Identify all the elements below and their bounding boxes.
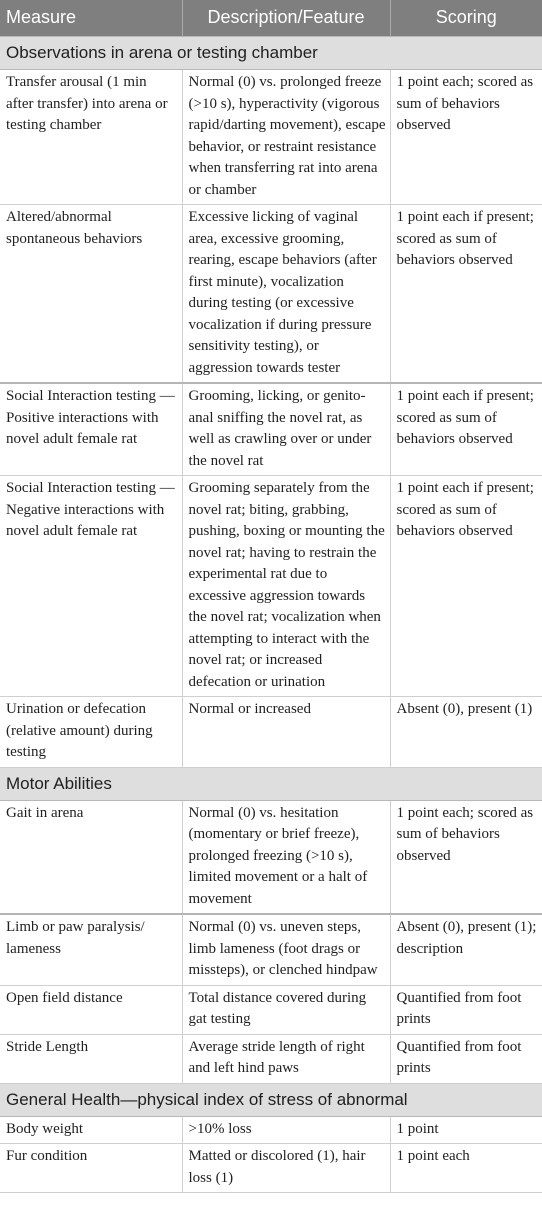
table-row xyxy=(0,383,542,476)
description-cell: Average stride length of right and left hind paws xyxy=(182,1034,390,1083)
table-row xyxy=(0,70,542,205)
measure-cell: Stride Length xyxy=(0,1034,182,1083)
measure-cell: Transfer arousal (1 min after transfer) into arena or testing chamber xyxy=(0,70,182,205)
description-cell: Excessive licking of vaginal area, excessive grooming, rearing, escape behaviors (after first minute), vocalization during testing (or excessive vocalization if during pressure sensitivity testing), or aggression towards tester xyxy=(182,205,390,384)
header-row xyxy=(0,0,542,37)
description-cell: Normal (0) vs. uneven steps, limb lameness (foot drags or missteps), or clenched hindpaw xyxy=(182,914,390,985)
table-row xyxy=(0,1116,542,1144)
description-cell: Normal (0) vs. hesitation (momentary or brief freeze), prolonged freezing (>10 s), limited movement or a halt of movement xyxy=(182,800,390,914)
table-row xyxy=(0,476,542,697)
description-cell: Grooming, licking, or genito-anal sniffing the novel rat, as well as crawling over or under the novel rat xyxy=(182,383,390,476)
scoring-cell: Absent (0), present (1) xyxy=(390,697,542,768)
table-row xyxy=(0,914,542,985)
description-cell: Grooming separately from the novel rat; biting, grabbing, pushing, boxing or mounting the novel rat; having to restrain the experimental rat due to excessive aggression towards the novel rat; vocalization when attempting to interact with the novel rat; or increased defecation or urination xyxy=(182,476,390,697)
table-row xyxy=(0,800,542,914)
scoring-cell: Quantified from foot prints xyxy=(390,985,542,1034)
scoring-cell: 1 point each; scored as sum of behaviors observed xyxy=(390,70,542,205)
scoring-cell: Absent (0), present (1); description xyxy=(390,914,542,985)
table-row xyxy=(0,205,542,384)
measure-cell: Fur condition xyxy=(0,1144,182,1193)
section-title: General Health—physical index of stress of abnormal xyxy=(0,1083,542,1116)
description-cell: Normal (0) vs. prolonged freeze (>10 s), hyperactivity (vigorous rapid/darting movement), escape behavior, or restraint resistance when transferring rat into arena or chamber xyxy=(182,70,390,205)
table-row xyxy=(0,985,542,1034)
table-row xyxy=(0,1144,542,1193)
scoring-cell: 1 point each if present; scored as sum of behaviors observed xyxy=(390,476,542,697)
section-title: Observations in arena or testing chamber xyxy=(0,37,542,70)
scoring-cell: 1 point each xyxy=(390,1144,542,1193)
section-header xyxy=(0,767,542,800)
measure-cell: Limb or paw paralysis/ lameness xyxy=(0,914,182,985)
table-row xyxy=(0,697,542,768)
measure-cell: Altered/abnormal spontaneous behaviors xyxy=(0,205,182,384)
measure-cell: Urination or defecation (relative amount) during testing xyxy=(0,697,182,768)
description-cell: >10% loss xyxy=(182,1116,390,1144)
header-scoring: Scoring xyxy=(390,0,542,37)
scoring-cell: 1 point each if present; scored as sum of behaviors observed xyxy=(390,383,542,476)
description-cell: Matted or discolored (1), hair loss (1) xyxy=(182,1144,390,1193)
measure-cell: Body weight xyxy=(0,1116,182,1144)
description-cell: Total distance covered during gat testing xyxy=(182,985,390,1034)
measure-cell: Social Interaction testing —Negative interactions with novel adult female rat xyxy=(0,476,182,697)
measure-cell: Open field distance xyxy=(0,985,182,1034)
section-title: Motor Abilities xyxy=(0,767,542,800)
scoring-cell: 1 point xyxy=(390,1116,542,1144)
scoring-cell: Quantified from foot prints xyxy=(390,1034,542,1083)
scoring-cell: 1 point each; scored as sum of behaviors observed xyxy=(390,800,542,914)
header-description: Description/Feature xyxy=(182,0,390,37)
section-header xyxy=(0,1083,542,1116)
description-cell: Normal or increased xyxy=(182,697,390,768)
measure-cell: Gait in arena xyxy=(0,800,182,914)
table-row xyxy=(0,1034,542,1083)
scoring-cell: 1 point each if present; scored as sum of behaviors observed xyxy=(390,205,542,384)
section-header xyxy=(0,37,542,70)
header-measure: Measure xyxy=(0,0,182,37)
measure-cell: Social Interaction testing —Positive interactions with novel adult female rat xyxy=(0,383,182,476)
